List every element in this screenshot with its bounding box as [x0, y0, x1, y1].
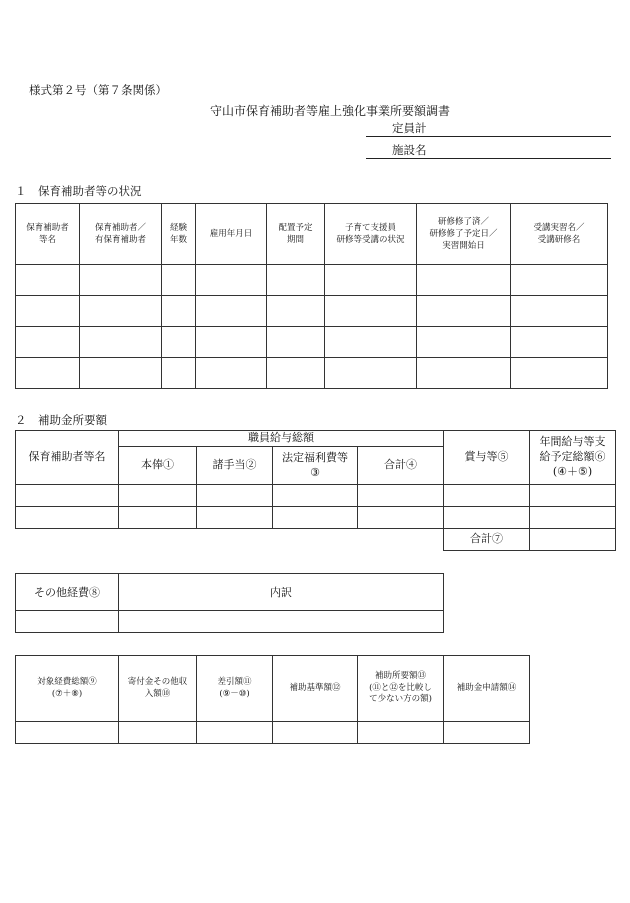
table-cell[interactable] — [16, 296, 80, 327]
table-row — [16, 296, 608, 327]
table-cell[interactable] — [417, 358, 511, 389]
table-cell[interactable] — [196, 327, 267, 358]
calc-header: 対象経費総額⑨ (⑦＋⑧) — [16, 656, 119, 722]
breakdown-header: 内訳 — [119, 574, 444, 611]
capacity-label: 定員計 — [392, 121, 427, 135]
facility-name-label: 施設名 — [392, 143, 427, 157]
column-header: 配置予定 期間 — [267, 204, 325, 265]
table-cell[interactable] — [80, 327, 162, 358]
table-cell[interactable] — [196, 265, 267, 296]
table-cell[interactable] — [325, 327, 417, 358]
facility-name-field[interactable] — [366, 142, 611, 159]
section1-heading: １ 保育補助者等の状況 — [15, 184, 142, 198]
table-cell[interactable] — [119, 722, 197, 744]
table-cell[interactable] — [444, 485, 530, 507]
table-row — [16, 327, 608, 358]
breakdown-cell[interactable] — [119, 611, 444, 633]
table-cell[interactable] — [530, 507, 616, 529]
table-cell[interactable] — [196, 358, 267, 389]
total-label: 合計⑦ — [444, 529, 530, 551]
salary-subheader: 諸手当② — [197, 447, 273, 485]
table-cell[interactable] — [267, 296, 325, 327]
staff-status-table — [15, 203, 608, 389]
table-row — [16, 485, 616, 507]
calc-header: 補助金申請額⑭ — [444, 656, 530, 722]
calc-header: 補助基準額⑫ — [273, 656, 358, 722]
table-cell[interactable] — [162, 296, 196, 327]
calc-header: 寄付金その他収 入額⑩ — [119, 656, 197, 722]
table-cell[interactable] — [162, 265, 196, 296]
other-expenses-header: その他経費⑧ — [16, 574, 119, 611]
table-cell[interactable] — [325, 358, 417, 389]
table-cell[interactable] — [16, 358, 80, 389]
table-cell[interactable] — [162, 327, 196, 358]
other-expenses-cell[interactable] — [16, 611, 119, 633]
staff-name-header: 保育補助者等名 — [16, 431, 119, 485]
table-cell[interactable] — [273, 485, 358, 507]
section2-heading: ２ 補助金所要額 — [15, 413, 107, 427]
table-cell[interactable] — [511, 358, 608, 389]
table-cell[interactable] — [16, 265, 80, 296]
table-cell[interactable] — [358, 485, 444, 507]
salary-total-header: 職員給与総額 — [119, 431, 444, 447]
column-header: 研修修了済／ 研修修了予定日／ 実習開始日 — [417, 204, 511, 265]
table-cell[interactable] — [80, 358, 162, 389]
salary-subheader: 本俸① — [119, 447, 197, 485]
table-cell[interactable] — [444, 507, 530, 529]
column-header: 子育て支援員 研修等受講の状況 — [325, 204, 417, 265]
annual-total-header: 年間給与等支 給予定総額⑥ (④＋⑤) — [530, 431, 616, 485]
column-header: 保育補助者／ 有保育補助者 — [80, 204, 162, 265]
salary-subheader: 法定福利費等 ③ — [273, 447, 358, 485]
table-cell[interactable] — [197, 507, 273, 529]
column-header: 保育補助者 等名 — [16, 204, 80, 265]
table-cell[interactable] — [196, 296, 267, 327]
table-row — [16, 358, 608, 389]
total-value-cell[interactable] — [530, 529, 616, 551]
table-cell[interactable] — [511, 327, 608, 358]
table-cell[interactable] — [16, 327, 80, 358]
table-cell[interactable] — [358, 722, 444, 744]
form-label: 様式第２号（第７条関係） — [29, 83, 167, 97]
column-header: 経験 年数 — [162, 204, 196, 265]
table-cell[interactable] — [273, 722, 358, 744]
table-cell[interactable] — [119, 507, 197, 529]
table-cell[interactable] — [417, 327, 511, 358]
table-cell[interactable] — [511, 265, 608, 296]
table-cell[interactable] — [358, 507, 444, 529]
table-cell[interactable] — [80, 265, 162, 296]
document-title: 守山市保育補助者等雇上強化事業所要額調書 — [209, 104, 450, 118]
table-cell[interactable] — [325, 265, 417, 296]
table-cell[interactable] — [267, 358, 325, 389]
calc-header: 差引額⑪ (⑨－⑩) — [197, 656, 273, 722]
table-cell[interactable] — [267, 265, 325, 296]
bonus-header: 賞与等⑤ — [444, 431, 530, 485]
table-cell[interactable] — [16, 485, 119, 507]
table-cell[interactable] — [325, 296, 417, 327]
table-cell[interactable] — [267, 327, 325, 358]
subsidy-calc-table — [15, 655, 530, 744]
table-cell[interactable] — [417, 296, 511, 327]
table-cell[interactable] — [417, 265, 511, 296]
table-cell[interactable] — [197, 485, 273, 507]
column-header: 受講実習名／ 受講研修名 — [511, 204, 608, 265]
subsidy-amount-table — [15, 430, 616, 551]
table-cell[interactable] — [444, 722, 530, 744]
table-cell[interactable] — [511, 296, 608, 327]
table-cell[interactable] — [16, 507, 119, 529]
table-cell[interactable] — [530, 485, 616, 507]
capacity-field[interactable] — [366, 120, 611, 137]
table-cell[interactable] — [197, 722, 273, 744]
table-cell[interactable] — [119, 485, 197, 507]
table-cell[interactable] — [80, 296, 162, 327]
table-row — [16, 265, 608, 296]
column-header: 雇用年月日 — [196, 204, 267, 265]
table-row — [16, 507, 616, 529]
calc-header: 補助所要額⑬ (⑪と⑫を比較し て少ない方の額) — [358, 656, 444, 722]
table-cell[interactable] — [162, 358, 196, 389]
table-cell[interactable] — [273, 507, 358, 529]
other-expenses-table — [15, 573, 444, 633]
table-cell[interactable] — [16, 722, 119, 744]
salary-subheader: 合計④ — [358, 447, 444, 485]
